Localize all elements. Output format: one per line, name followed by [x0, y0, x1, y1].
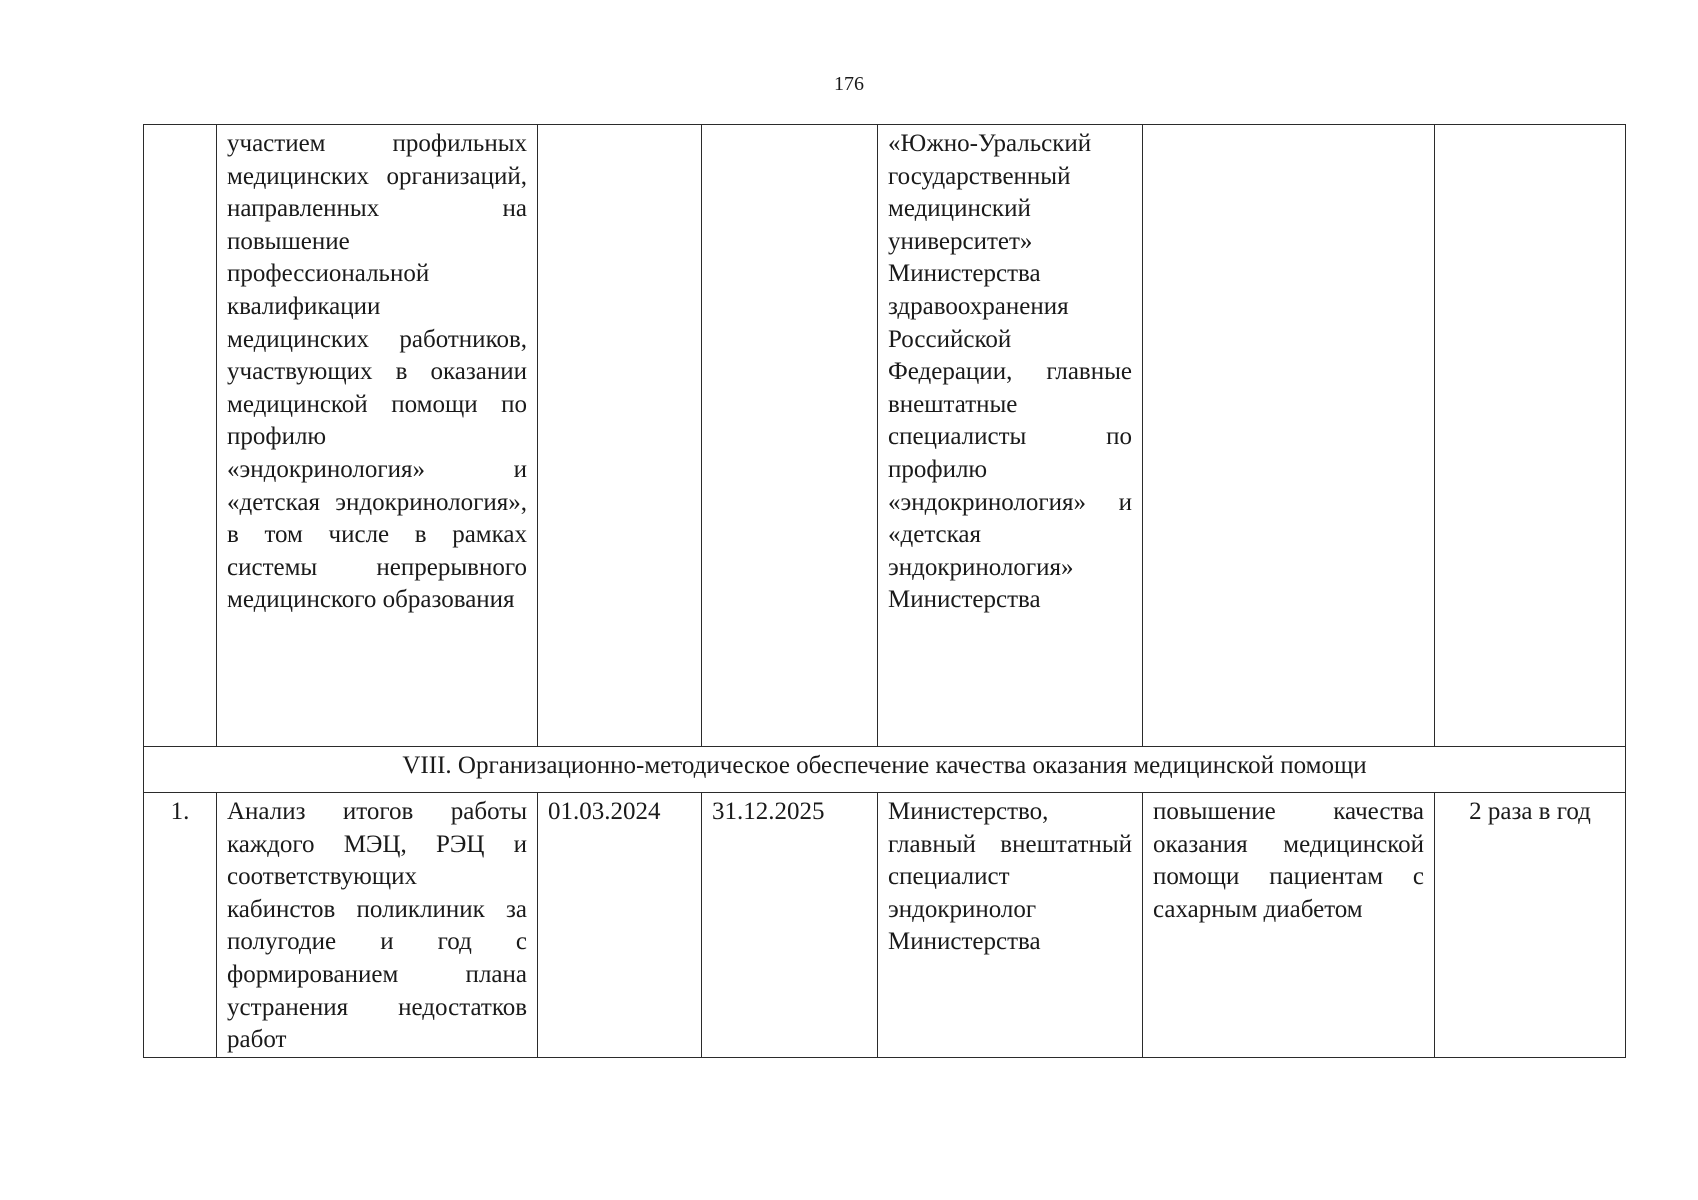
cell-description: Анализ итогов работы каждого МЭЦ, РЭЦ и соответствующих кабинстов поликлиник за полугодие и год с формированием плана устранения недостатков работ: [217, 793, 538, 1058]
cell-result: повышение качества оказания медицинской помощи пациентам с сахарным диабетом: [1143, 793, 1435, 1058]
cell-number: [144, 125, 217, 747]
cell-responsible: Министерство, главный внештатный специалист эндокринолог Министерства: [878, 793, 1143, 1058]
cell-frequency: [1435, 125, 1626, 747]
cell-start-date: 01.03.2024: [538, 793, 702, 1058]
activity-plan-table: [143, 124, 1626, 1058]
table-row: [144, 793, 1626, 1058]
table-section-row: [144, 747, 1626, 793]
cell-responsible: «Южно-Уральский государственный медицинский университет» Министерства здравоохранения Российской Федерации, главные внештатные специалисты по профилю «эндокринология» и «детская эндокринология» Министерства: [878, 125, 1143, 747]
page-number: 176: [834, 73, 864, 95]
cell-frequency: 2 раза в год: [1435, 793, 1626, 1058]
cell-description: участием профильных медицинских организаций, направленных на повышение профессиональной квалификации медицинских работников, участвующих в оказании медицинской помощи по профилю «эндокринология» и «детская эндокринология», в том числе в рамках системы непрерывного медицинского образования: [217, 125, 538, 747]
section-heading: VIII. Организационно-методическое обеспечение качества оказания медицинской помощи: [144, 747, 1626, 793]
table-row-continuation: [144, 125, 1626, 747]
cell-end-date: [702, 125, 878, 747]
cell-start-date: [538, 125, 702, 747]
cell-end-date: 31.12.2025: [702, 793, 878, 1058]
cell-number: 1.: [144, 793, 217, 1058]
cell-result: [1143, 125, 1435, 747]
